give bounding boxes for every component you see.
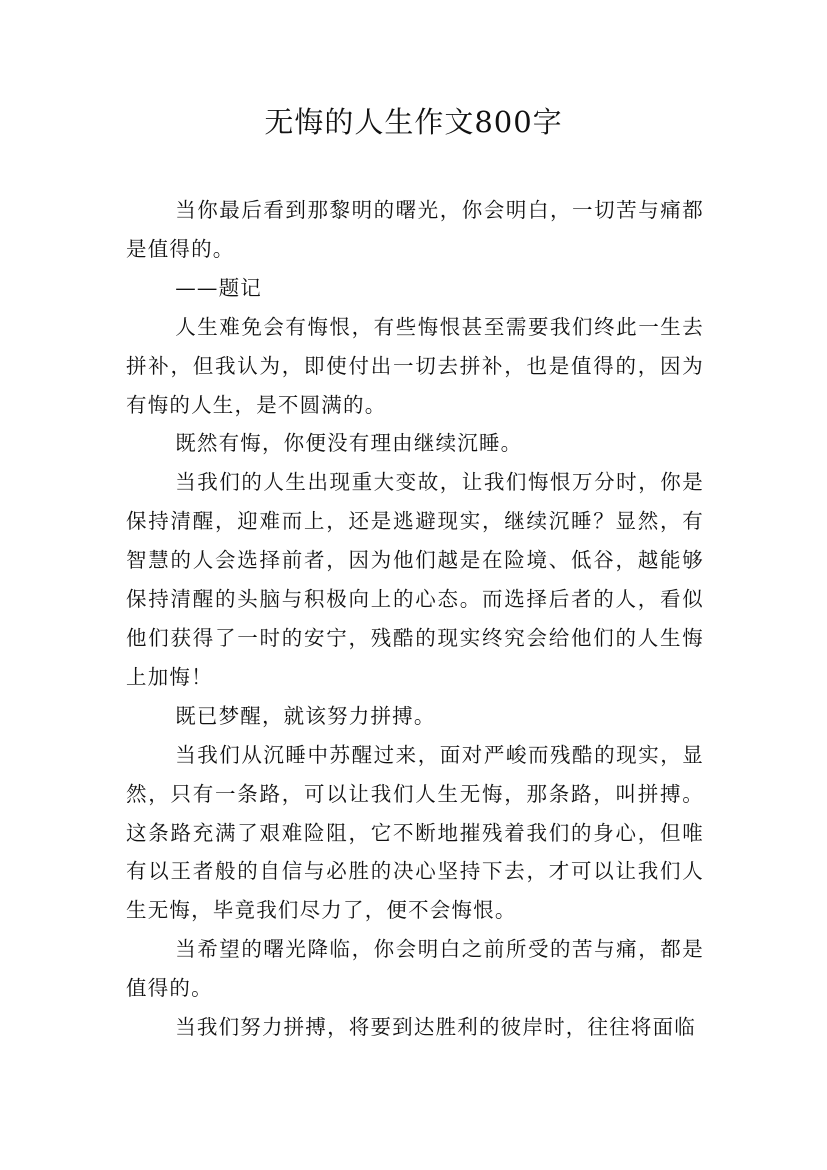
paragraph: 既然有悔，你便没有理由继续沉睡。: [175, 431, 523, 456]
paragraph-epigraph: 当你最后看到那黎明的曙光，你会明白，一切苦与痛都是值得的。: [126, 198, 704, 261]
paragraph: 人生难免会有悔恨，有些悔恨甚至需要我们终此一生去拼补，但我认为，即使付出一切去拼补，也是值得的，因为有悔的人生，是不圆满的。: [126, 314, 704, 417]
document-body: [126, 191, 704, 1047]
paragraph-epigraph-attribution: ——题记: [175, 275, 262, 300]
paragraph: 当我们从沉睡中苏醒过来，面对严峻而残酷的现实，显然，只有一条路，可以让我们人生无悔，那条路，叫拼搏。这条路充满了艰难险阻，它不断地摧残着我们的身心，但唯有以王者般的自信与必胜的决心坚持下去，才可以让我们人生无悔，毕竟我们尽力了，便不会悔恨。: [126, 742, 704, 923]
paragraph: 当我们的人生出现重大变故，让我们悔恨万分时，你是保持清醒，迎难而上，还是逃避现实，继续沉睡？显然，有智慧的人会选择前者，因为他们越是在险境、低谷，越能够保持清醒的头脑与积极向上的心态。而选择后者的人，看似他们获得了一时的安宁，残酷的现实终究会给他们的人生悔上加悔！: [126, 470, 704, 689]
document-title: 无悔的人生作文800字: [264, 105, 563, 139]
paragraph: 既已梦醒，就该努力拼搏。: [175, 703, 436, 728]
paragraph: 当我们努力拼搏，将要到达胜利的彼岸时，往往将面临: [175, 1015, 696, 1040]
paragraph: 当希望的曙光降临，你会明白之前所受的苦与痛，都是值得的。: [126, 937, 704, 1001]
